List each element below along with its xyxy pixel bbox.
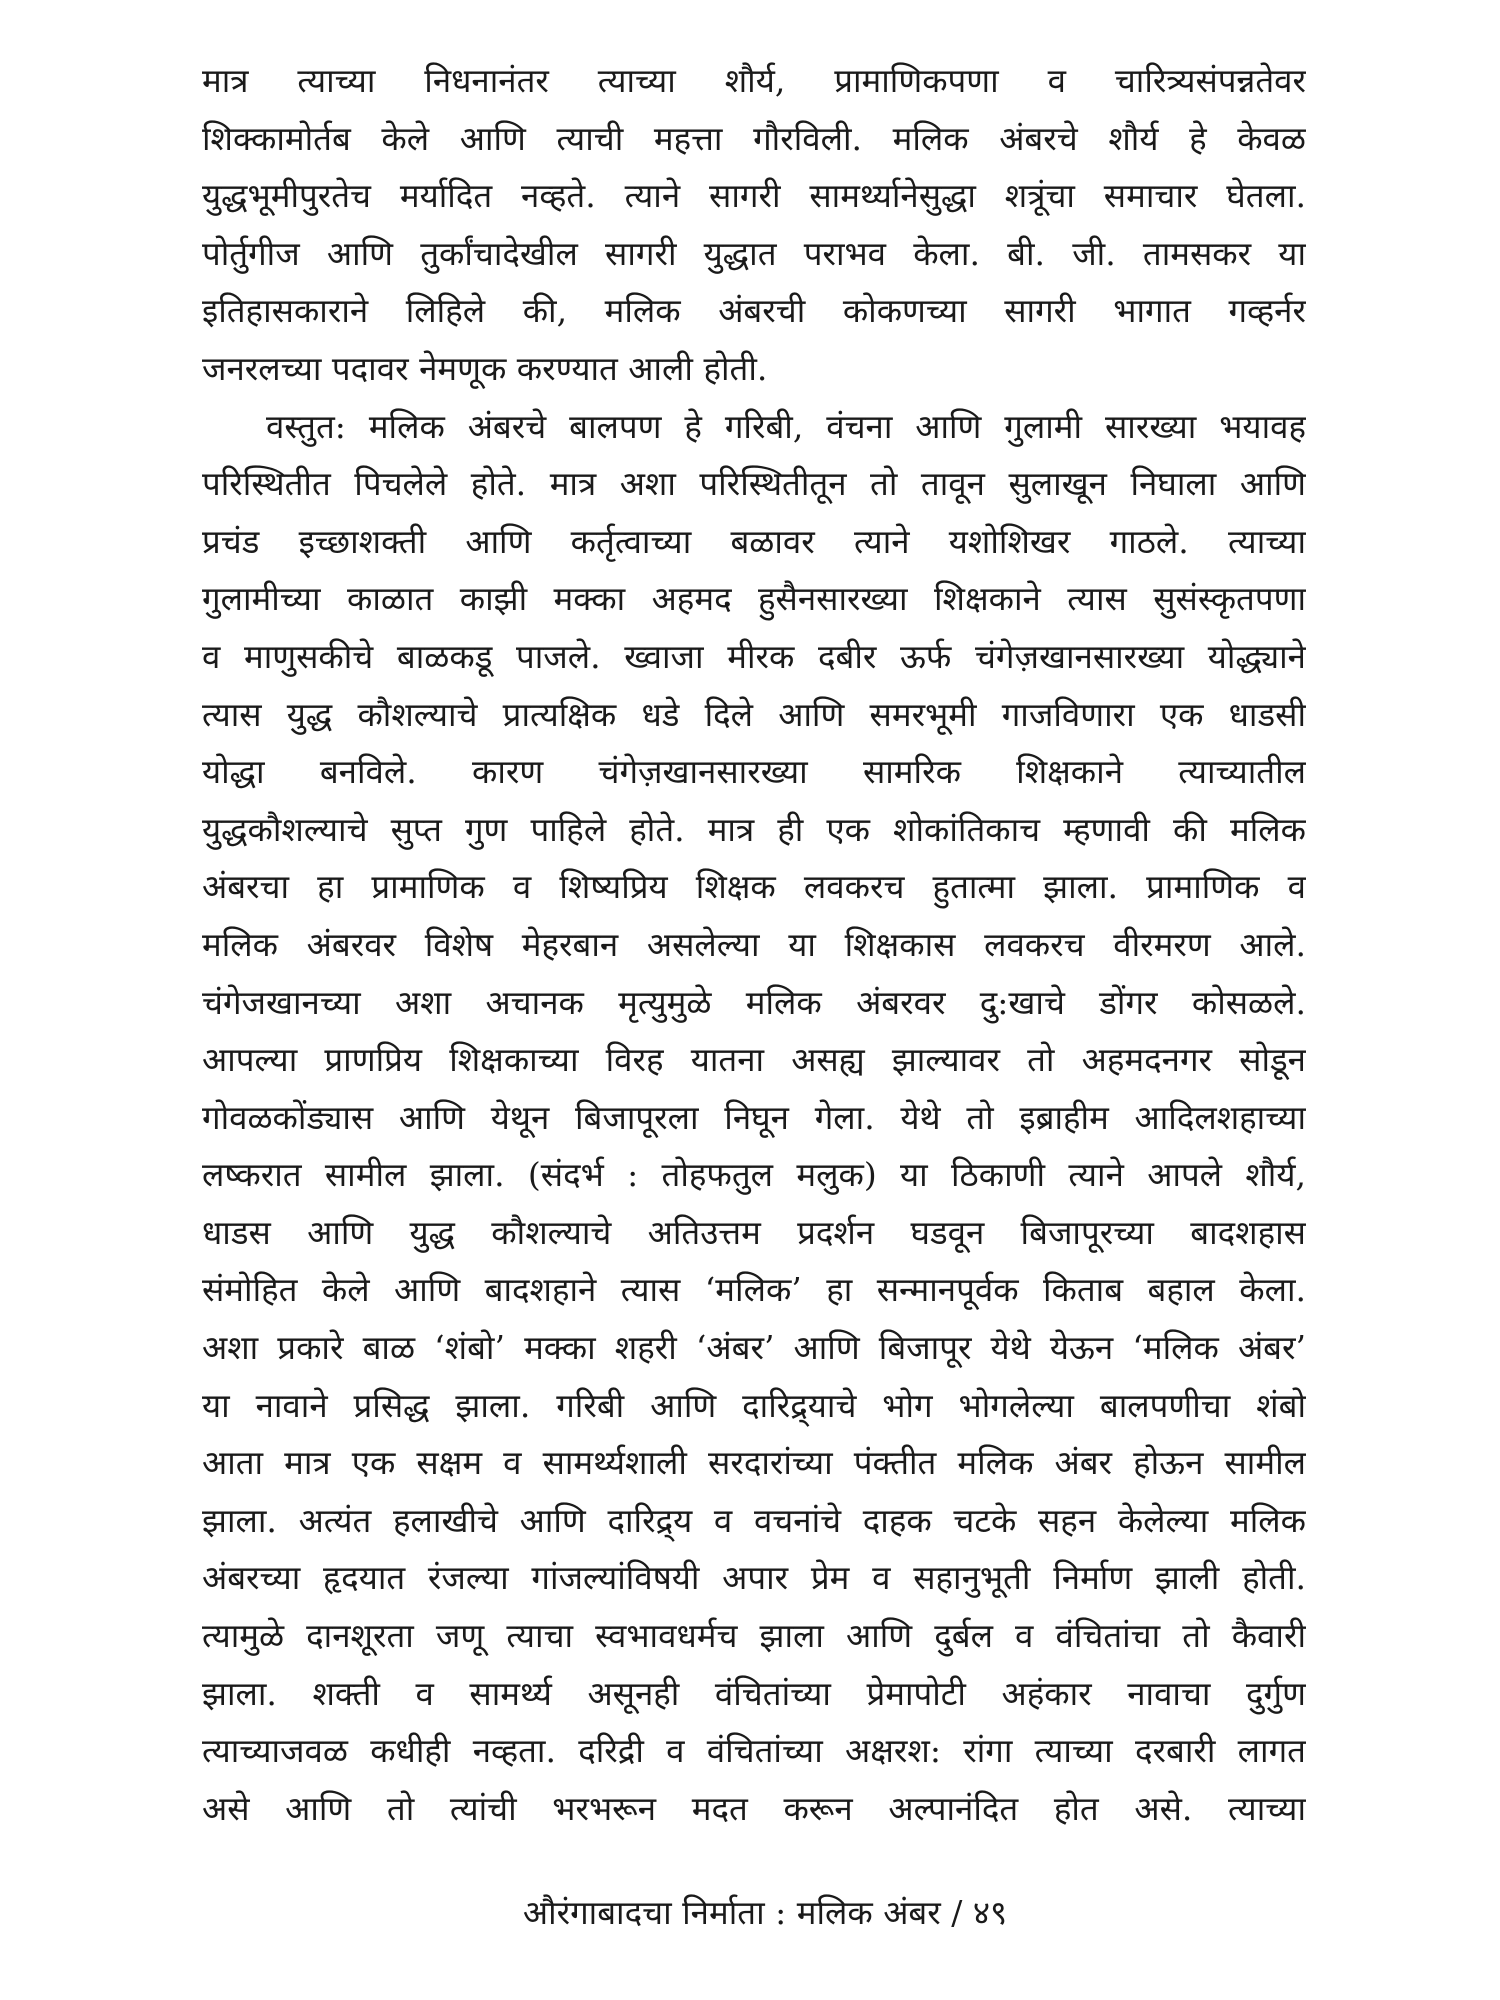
text-line: धाडस आणि युद्ध कौशल्याचे अतिउत्तम प्रदर्शन घडवून बिजापूरच्या बादशहास bbox=[202, 1212, 1306, 1252]
text-line: त्याच्याजवळ कधीही नव्हता. दरिद्री व वंचितांच्या अक्षरश: रांगा त्याच्या दरबारी लागत bbox=[202, 1731, 1306, 1771]
text-line: परिस्थितीत पिचलेले होते. मात्र अशा परिस्थितीतून तो तावून सुलाखून निघाला आणि bbox=[202, 464, 1306, 504]
text-line: युद्धकौशल्याचे सुप्त गुण पाहिले होते. मात्र ही एक शोकांतिकाच म्हणावी की मलिक bbox=[202, 809, 1306, 849]
text-line: अंबरचा हा प्रामाणिक व शिष्यप्रिय शिक्षक लवकरच हुतात्मा झाला. प्रामाणिक व bbox=[202, 867, 1306, 907]
text-line: लष्करात सामील झाला. (संदर्भ : तोहफतुल मलुक) या ठिकाणी त्याने आपले शौर्य, bbox=[202, 1155, 1306, 1195]
text-line: चंगेजखानच्या अशा अचानक मृत्युमुळे मलिक अंबरवर दु:खाचे डोंगर कोसळले. bbox=[202, 982, 1306, 1022]
paragraph-1 bbox=[202, 52, 1306, 398]
text-line: अशा प्रकारे बाळ ‘शंबो’ मक्का शहरी ‘अंबर’ आणि बिजापूर येथे येऊन ‘मलिक अंबर’ bbox=[202, 1328, 1306, 1368]
text-line: अंबरच्या हृदयात रंजल्या गांजल्यांविषयी अपार प्रेम व सहानुभूती निर्माण झाली होती. bbox=[202, 1558, 1306, 1598]
text-line: त्यास युद्ध कौशल्याचे प्रात्यक्षिक धडे दिले आणि समरभूमी गाजविणारा एक धाडसी bbox=[202, 694, 1306, 734]
page-footer: औरंगाबादचा निर्माता : मलिक अंबर / ४९ bbox=[522, 1893, 1008, 1932]
text-line: गुलामीच्या काळात काझी मक्का अहमद हुसैनसारख्या शिक्षकाने त्यास सुसंस्कृतपणा bbox=[202, 579, 1306, 619]
paragraph-2 bbox=[202, 398, 1306, 1838]
text-line: असे आणि तो त्यांची भरभरून मदत करून अल्पानंदित होत असे. त्याच्या bbox=[202, 1788, 1306, 1828]
text-line: झाला. अत्यंत हलाखीचे आणि दारिद्र्य व वचनांचे दाहक चटके सहन केलेल्या मलिक bbox=[202, 1500, 1306, 1540]
text-line: पोर्तुगीज आणि तुर्कांचादेखील सागरी युद्धात पराभव केला. बी. जी. तामसकर या bbox=[202, 233, 1306, 273]
text-line: योद्धा बनविले. कारण चंगेज़खानसारख्या सामरिक शिक्षकाने त्याच्यातील bbox=[202, 752, 1306, 792]
text-line: प्रचंड इच्छाशक्ती आणि कर्तृत्वाच्या बळावर त्याने यशोशिखर गाठले. त्याच्या bbox=[202, 521, 1306, 561]
text-line: आपल्या प्राणप्रिय शिक्षकाच्या विरह यातना असह्य झाल्यावर तो अहमदनगर सोडून bbox=[202, 1040, 1306, 1080]
text-line: मात्र त्याच्या निधनानंतर त्याच्या शौर्य, प्रामाणिकपणा व चारित्र्यसंपन्नतेवर bbox=[202, 61, 1306, 100]
text-line: शिक्कामोर्तब केले आणि त्याची महत्ता गौरविली. मलिक अंबरचे शौर्य हे केवळ bbox=[202, 118, 1306, 158]
text-line: त्यामुळे दानशूरता जणू त्याचा स्वभावधर्मच झाला आणि दुर्बल व वंचितांचा तो कैवारी bbox=[202, 1616, 1306, 1656]
page-body bbox=[202, 52, 1306, 1837]
text-line: गोवळकोंड्यास आणि येथून बिजापूरला निघून गेला. येथे तो इब्राहीम आदिलशहाच्या bbox=[202, 1097, 1306, 1137]
text-line: इतिहासकाराने लिहिले की, मलिक अंबरची कोकणच्या सागरी भागात गव्हर्नर bbox=[202, 291, 1306, 331]
text-line: वस्तुत: मलिक अंबरचे बालपण हे गरिबी, वंचना आणि गुलामी सारख्या भयावह bbox=[266, 406, 1306, 446]
text-line: मलिक अंबरवर विशेष मेहरबान असलेल्या या शिक्षकास लवकरच वीरमरण आले. bbox=[202, 924, 1306, 964]
text-line: जनरलच्या पदावर नेमणूक करण्यात आली होती. bbox=[202, 348, 768, 388]
text-line: व माणुसकीचे बाळकडू पाजले. ख्वाजा मीरक दबीर ऊर्फ चंगेज़खानसारख्या योद्ध्याने bbox=[202, 636, 1306, 676]
text-line: युद्धभूमीपुरतेच मर्यादित नव्हते. त्याने सागरी सामर्थ्यानेसुद्धा शत्रूंचा समाचार घेतला. bbox=[202, 176, 1306, 216]
text-line: या नावाने प्रसिद्ध झाला. गरिबी आणि दारिद्र्याचे भोग भोगलेल्या बालपणीचा शंबो bbox=[202, 1385, 1306, 1425]
text-line: संमोहित केले आणि बादशहाने त्यास ‘मलिक’ हा सन्मानपूर्वक किताब बहाल केला. bbox=[202, 1270, 1306, 1310]
text-line: आता मात्र एक सक्षम व सामर्थ्यशाली सरदारांच्या पंक्तीत मलिक अंबर होऊन सामील bbox=[202, 1443, 1306, 1483]
text-line: झाला. शक्ती व सामर्थ्य असूनही वंचितांच्या प्रेमापोटी अहंकार नावाचा दुर्गुण bbox=[202, 1673, 1306, 1713]
